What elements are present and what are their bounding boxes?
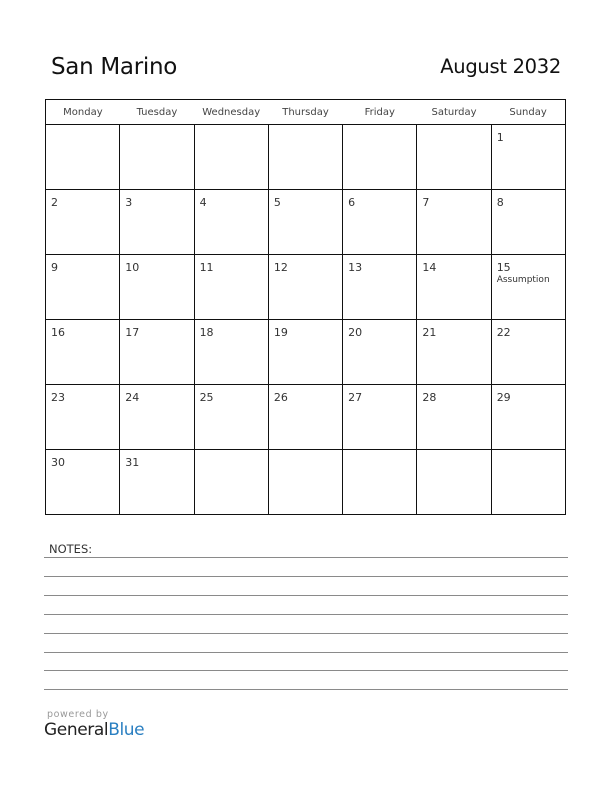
day-number: 28	[422, 391, 437, 404]
brand-blue: Blue	[108, 720, 145, 740]
weekday-wednesday: Wednesday	[194, 100, 268, 125]
day-cell	[343, 190, 417, 255]
day-cell	[120, 320, 194, 385]
day-cell	[343, 255, 417, 320]
weekday-tuesday: Tuesday	[120, 100, 194, 125]
day-number: 20	[348, 326, 363, 339]
day-number: 25	[199, 391, 214, 404]
empty-day-cell	[268, 125, 342, 190]
note-line	[44, 689, 568, 690]
day-cell	[46, 190, 120, 255]
day-number: 7	[422, 196, 430, 209]
day-number: 10	[125, 261, 140, 274]
day-number: 19	[273, 326, 288, 339]
day-number: 16	[51, 326, 65, 339]
day-number: 27	[348, 391, 363, 404]
weekday-monday: Monday	[46, 100, 120, 125]
day-cell	[194, 320, 268, 385]
day-cell	[417, 255, 491, 320]
day-cell	[120, 190, 194, 255]
day-number: 4	[199, 196, 207, 209]
note-line	[44, 595, 568, 596]
day-number: 24	[125, 391, 140, 404]
week-row	[46, 450, 566, 515]
weekday-thursday: Thursday	[268, 100, 342, 125]
generalblue-logo	[44, 720, 144, 740]
day-cell	[120, 385, 194, 450]
note-line	[44, 557, 568, 558]
weekday-saturday: Saturday	[417, 100, 491, 125]
month-year-title: August 2032	[440, 55, 561, 78]
empty-day-cell	[343, 125, 417, 190]
day-number: 14	[422, 261, 437, 274]
day-number: 30	[51, 456, 65, 469]
weekday-sunday: Sunday	[491, 100, 565, 125]
empty-day-cell	[194, 450, 268, 515]
day-cell	[417, 385, 491, 450]
note-line	[44, 670, 568, 671]
day-number: 31	[125, 456, 140, 469]
day-number: 22	[496, 326, 511, 339]
day-number: 26	[273, 391, 288, 404]
day-cell	[268, 255, 342, 320]
calendar-grid	[45, 99, 566, 515]
empty-day-cell	[417, 125, 491, 190]
day-number: 8	[496, 196, 504, 209]
day-number: 18	[199, 326, 214, 339]
day-number: 13	[348, 261, 363, 274]
weekday-friday: Friday	[343, 100, 417, 125]
day-number: 9	[51, 261, 58, 274]
notes-label: NOTES:	[49, 542, 93, 556]
powered-by-text: powered by	[47, 709, 109, 720]
day-cell	[491, 255, 565, 320]
day-cell	[268, 385, 342, 450]
day-number: 12	[273, 261, 288, 274]
day-number: 2	[51, 196, 58, 209]
week-row	[46, 385, 566, 450]
empty-day-cell	[491, 450, 565, 515]
day-number: 17	[125, 326, 140, 339]
day-number: 29	[496, 391, 511, 404]
day-number: 21	[422, 326, 437, 339]
brand-general: General	[44, 720, 109, 740]
empty-day-cell	[46, 125, 120, 190]
day-number: 11	[199, 261, 214, 274]
empty-day-cell	[268, 450, 342, 515]
empty-day-cell	[417, 450, 491, 515]
note-line	[44, 652, 568, 653]
day-cell	[491, 385, 565, 450]
day-number: 23	[51, 391, 65, 404]
day-cell	[268, 190, 342, 255]
day-cell	[343, 320, 417, 385]
day-cell	[194, 255, 268, 320]
day-cell	[46, 320, 120, 385]
day-number: 15	[496, 261, 511, 274]
day-cell	[417, 320, 491, 385]
empty-day-cell	[343, 450, 417, 515]
day-number: 6	[348, 196, 356, 209]
day-cell	[194, 385, 268, 450]
day-number: 5	[273, 196, 281, 209]
day-cell	[120, 255, 194, 320]
day-cell	[491, 125, 565, 190]
day-cell	[343, 385, 417, 450]
country-title: San Marino	[51, 54, 178, 80]
day-number: 3	[125, 196, 133, 209]
empty-day-cell	[120, 125, 194, 190]
day-cell	[120, 450, 194, 515]
day-cell	[46, 385, 120, 450]
week-row	[46, 255, 566, 320]
note-line	[44, 576, 568, 577]
note-line	[44, 633, 568, 634]
holiday-label: Assumption	[496, 275, 550, 285]
day-cell	[491, 320, 565, 385]
day-cell	[194, 190, 268, 255]
day-cell	[46, 255, 120, 320]
day-cell	[491, 190, 565, 255]
day-cell	[46, 450, 120, 515]
week-row	[46, 190, 566, 255]
weekday-header-row	[46, 100, 566, 125]
day-cell	[417, 190, 491, 255]
empty-day-cell	[194, 125, 268, 190]
day-number: 1	[496, 131, 504, 144]
note-line	[44, 614, 568, 615]
week-row	[46, 320, 566, 385]
week-row	[46, 125, 566, 190]
day-cell	[268, 320, 342, 385]
